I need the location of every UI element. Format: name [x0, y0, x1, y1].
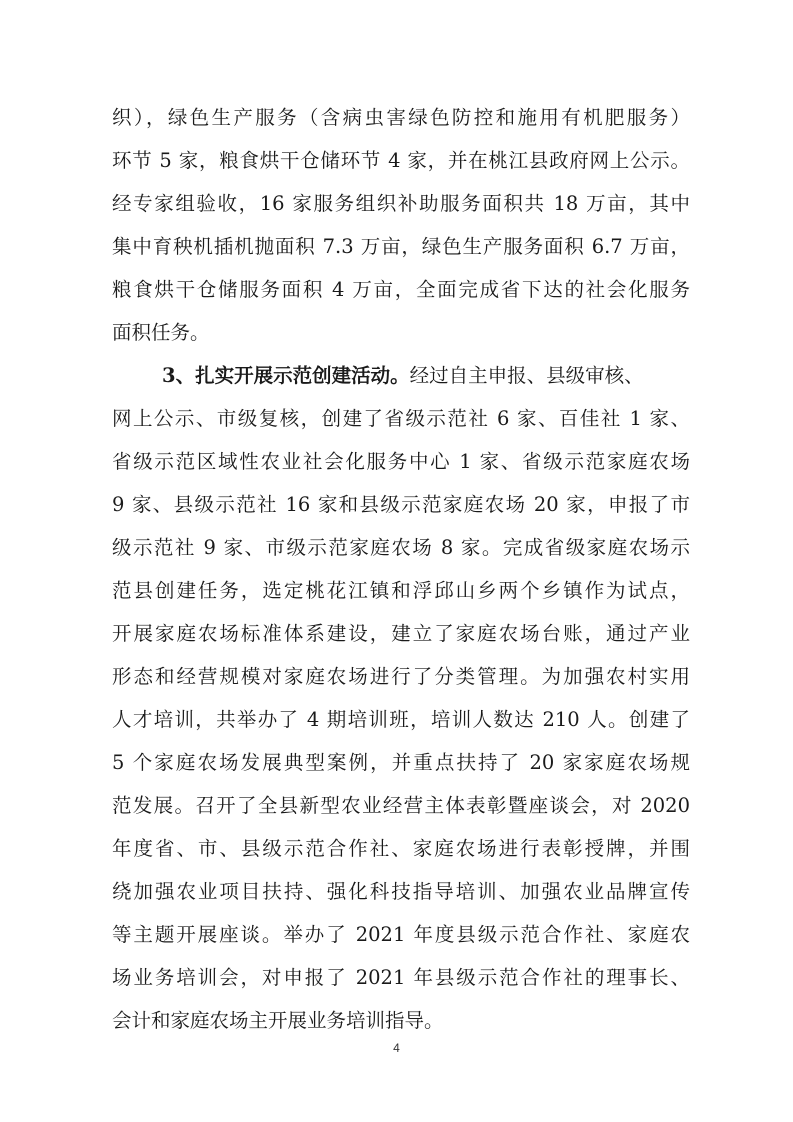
text-line: 等主题开展座谈。举办了 2021 年度县级示范合作社、家庭农	[112, 923, 690, 946]
text-line: 环节 5 家，粮食烘干仓储环节 4 家，并在桃江县政府网上公示。	[112, 149, 690, 172]
text-line: 场业务培训会，对申报了 2021 年县级示范合作社的理事长、	[112, 966, 690, 989]
text-line: 经专家组验收，16 家服务组织补助服务面积共 18 万亩，其中	[112, 192, 690, 215]
text-line: 5 个家庭农场发展典型案例，并重点扶持了 20 家家庭农场规	[112, 751, 690, 774]
section-3-first-line-rest: 经过自主申报、县级审核、	[409, 364, 644, 387]
text-line: 集中育秧机插机抛面积 7.3 万亩，绿色生产服务面积 6.7 万亩，	[112, 235, 690, 258]
body-text	[112, 96, 690, 1042]
text-line: 网上公示、市级复核，创建了省级示范社 6 家、百佳社 1 家、	[112, 407, 690, 430]
text-line: 级示范社 9 家、市级示范家庭农场 8 家。完成省级家庭农场示	[112, 536, 690, 559]
section-3-heading: 3、扎实开展示范创建活动。	[162, 364, 410, 387]
text-line: 人才培训，共举办了 4 期培训班，培训人数达 210 人。创建了	[112, 708, 690, 731]
text-line: 绕加强农业项目扶持、强化科技指导培训、加强农业品牌宣传	[112, 880, 690, 903]
text-line: 开展家庭农场标准体系建设，建立了家庭农场台账，通过产业	[112, 622, 690, 645]
text-line: 面积任务。	[112, 321, 210, 344]
text-line: 9 家、县级示范社 16 家和县级示范家庭农场 20 家，申报了市	[112, 493, 690, 516]
text-line: 范县创建任务，选定桃花江镇和浮邱山乡两个乡镇作为试点，	[112, 579, 690, 602]
section-3-first-line	[112, 354, 690, 397]
text-line: 织），绿色生产服务（含病虫害绿色防控和施用有机肥服务）	[112, 106, 690, 129]
text-line: 形态和经营规模对家庭农场进行了分类管理。为加强农村实用	[112, 665, 690, 688]
text-line: 省级示范区域性农业社会化服务中心 1 家、省级示范家庭农场	[112, 450, 690, 473]
text-line: 年度省、市、县级示范合作社、家庭农场进行表彰授牌，并围	[112, 837, 690, 860]
text-line: 粮食烘干仓储服务面积 4 万亩，全面完成省下达的社会化服务	[112, 278, 690, 301]
text-line: 范发展。召开了全县新型农业经营主体表彰暨座谈会，对 2020	[112, 794, 690, 817]
text-line: 会计和家庭农场主开展业务培训指导。	[112, 1009, 444, 1032]
page-number: 4	[393, 1041, 400, 1055]
